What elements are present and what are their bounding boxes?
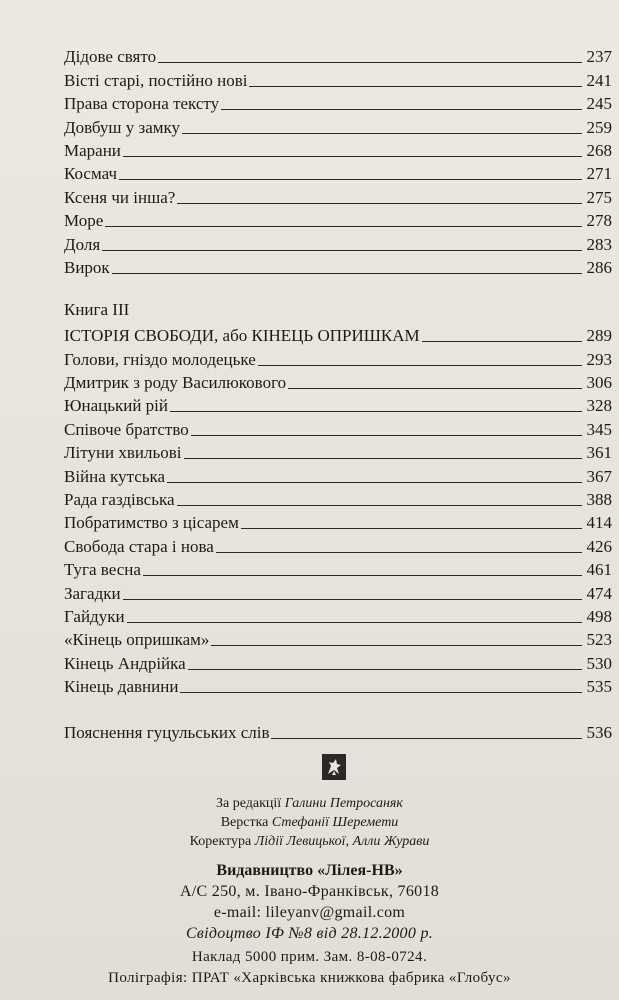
toc-entry[interactable]: [64, 674, 612, 697]
toc-entry[interactable]: [64, 580, 612, 603]
toc-entry-title: Свобода стара і нова: [64, 536, 214, 556]
toc-entry[interactable]: [64, 346, 612, 369]
toc-entry-title: Рада газдівська: [64, 490, 175, 510]
toc-entry-title: Співоче братство: [64, 419, 189, 439]
table-of-contents: [64, 44, 612, 743]
toc-leader-line: [211, 645, 582, 646]
toc-entry-title: Пояснення гуцульських слів: [64, 722, 270, 742]
toc-entry[interactable]: [64, 416, 612, 439]
toc-entry[interactable]: [64, 138, 612, 161]
toc-entry-page: 306: [586, 373, 612, 393]
toc-entry-title: Довбуш у замку: [64, 117, 181, 137]
toc-leader-line: [180, 692, 582, 693]
toc-entry-page: 474: [586, 583, 612, 603]
toc-entry[interactable]: [64, 67, 612, 90]
print-run-line: Наклад 5000 прим. Зам. 8-08-0724.: [191, 949, 428, 965]
toc-leader-line: [188, 669, 582, 670]
toc-entry-title: Кінець Андрійка: [64, 653, 186, 673]
toc-leader-line: [191, 435, 582, 436]
toc-leader-line: [102, 250, 582, 251]
toc-leader-line: [170, 411, 582, 412]
toc-entry-title: Туга весна: [64, 560, 141, 580]
proofreading-line: Коректура Лідії Левицької, Алли Журави: [189, 834, 430, 849]
layout-line: Верстка Стефанії Шеремети: [220, 815, 399, 830]
toc-entry-title: Війна кутська: [64, 466, 166, 486]
toc-entry-page: 345: [586, 419, 612, 439]
toc-leader-line: [143, 575, 582, 576]
toc-entry[interactable]: [64, 440, 612, 463]
toc-entry-glossary[interactable]: [64, 719, 612, 742]
toc-entry[interactable]: [64, 44, 612, 67]
toc-section-part1: [64, 44, 612, 278]
toc-entry-page: 245: [586, 94, 612, 114]
toc-entry[interactable]: [64, 463, 612, 486]
toc-entry[interactable]: [64, 184, 612, 207]
toc-leader-line: [258, 365, 582, 366]
toc-entry[interactable]: [64, 533, 612, 556]
toc-entry-page: 535: [586, 677, 612, 697]
toc-entry[interactable]: [64, 604, 612, 627]
toc-entry[interactable]: [64, 393, 612, 416]
toc-entry[interactable]: [64, 208, 612, 231]
toc-entry-page: 388: [586, 490, 612, 510]
toc-leader-line: [112, 273, 582, 274]
toc-entry-page: 237: [586, 47, 612, 67]
toc-entry[interactable]: [64, 161, 612, 184]
publisher-emblem-icon: [322, 754, 346, 780]
toc-entry[interactable]: [64, 255, 612, 278]
publisher-certificate: Свідоцтво ІФ №8 від 28.12.2000 р.: [185, 925, 434, 942]
toc-entry-title: Дідове свято: [64, 47, 157, 67]
publisher-email: e-mail: lileyanv@gmail.com: [213, 904, 406, 921]
toc-entry-title: Голови, гніздо молодецьке: [64, 349, 256, 369]
toc-leader-line: [123, 599, 582, 600]
toc-entry[interactable]: [64, 323, 612, 346]
publisher-name: Видавництво «Лілея-НВ»: [216, 862, 403, 879]
toc-leader-line: [123, 156, 582, 157]
toc-leader-line: [177, 203, 582, 204]
toc-leader-line: [119, 179, 582, 180]
toc-entry[interactable]: [64, 91, 612, 114]
toc-entry-page: 271: [586, 164, 612, 184]
toc-entry-title: ІСТОРІЯ СВОБОДИ, або КІНЕЦЬ ОПРИШКАМ: [64, 326, 420, 346]
toc-entry[interactable]: [64, 557, 612, 580]
toc-entry-title: Кінець давнини: [64, 677, 179, 697]
printing-house-line: Поліграфія: ПРАТ «Харківська книжкова фабрика «Глобус»: [108, 970, 511, 986]
toc-entry[interactable]: [64, 231, 612, 254]
toc-entry-page: 283: [586, 234, 612, 254]
toc-entry-page: 367: [586, 466, 612, 486]
toc-entry-page: 498: [586, 606, 612, 626]
toc-leader-line: [249, 86, 582, 87]
toc-entry-title: Доля: [64, 234, 101, 254]
toc-entry-title: Вісті старі, постійно нові: [64, 70, 248, 90]
book-3-label: Книга ІІІ: [64, 299, 130, 319]
toc-leader-line: [288, 388, 582, 389]
toc-entry-page: 289: [586, 326, 612, 346]
toc-entry-page: 361: [586, 443, 612, 463]
toc-entry-page: 328: [586, 396, 612, 416]
toc-entry-title: Вирок: [64, 257, 110, 277]
toc-entry[interactable]: [64, 114, 612, 137]
toc-entry-page: 259: [586, 117, 612, 137]
toc-entry-title: Марани: [64, 140, 121, 160]
toc-entry[interactable]: [64, 627, 612, 650]
toc-leader-line: [216, 552, 582, 553]
toc-entry-title: Море: [64, 211, 104, 231]
toc-entry-title: «Кінець опришкам»: [64, 630, 210, 650]
toc-entry-title: Юнацький рій: [64, 396, 168, 416]
toc-entry[interactable]: [64, 487, 612, 510]
toc-entry-page: 275: [586, 187, 612, 207]
toc-entry-title: Побратимство з цісарем: [64, 513, 239, 533]
editor-line: За редакції Галини Петросаняк: [216, 796, 403, 811]
toc-entry-page: 461: [586, 560, 612, 580]
toc-leader-line: [221, 109, 582, 110]
toc-leader-line: [105, 226, 582, 227]
toc-entry-page: 293: [586, 349, 612, 369]
toc-entry[interactable]: [64, 370, 612, 393]
credits-block: [0, 794, 619, 851]
toc-leader-line: [167, 482, 582, 483]
toc-leader-line: [177, 505, 582, 506]
toc-entry-title: Ксеня чи інша?: [64, 187, 176, 207]
toc-entry[interactable]: [64, 510, 612, 533]
toc-entry-page: 426: [586, 536, 612, 556]
toc-leader-line: [422, 341, 582, 342]
toc-entry-page: 530: [586, 653, 612, 673]
toc-entry-page: 278: [586, 211, 612, 231]
toc-entry-title: Загадки: [64, 583, 121, 603]
toc-entry-title: Дмитрик з роду Василюкового: [64, 373, 287, 393]
toc-entry-title: Права сторона тексту: [64, 94, 220, 114]
toc-leader-line: [241, 528, 582, 529]
toc-leader-line: [184, 458, 582, 459]
toc-entry-page: 268: [586, 140, 612, 160]
toc-entry[interactable]: [64, 650, 612, 673]
toc-section-book3: [64, 323, 612, 697]
toc-leader-line: [271, 738, 582, 739]
toc-leader-line: [182, 133, 582, 134]
toc-entry-page: 286: [586, 257, 612, 277]
toc-entry-title: Гайдуки: [64, 606, 125, 626]
toc-entry-title: Літуни хвильові: [64, 443, 182, 463]
toc-leader-line: [127, 622, 582, 623]
toc-entry-page: 414: [586, 513, 612, 533]
toc-entry-title: Космач: [64, 164, 118, 184]
toc-entry-page: 536: [586, 722, 612, 742]
toc-entry-page: 241: [586, 70, 612, 90]
publisher-block: [0, 861, 619, 989]
publisher-address: А/С 250, м. Івано-Франківськ, 76018: [179, 883, 440, 900]
toc-leader-line: [158, 62, 582, 63]
toc-entry-page: 523: [586, 630, 612, 650]
